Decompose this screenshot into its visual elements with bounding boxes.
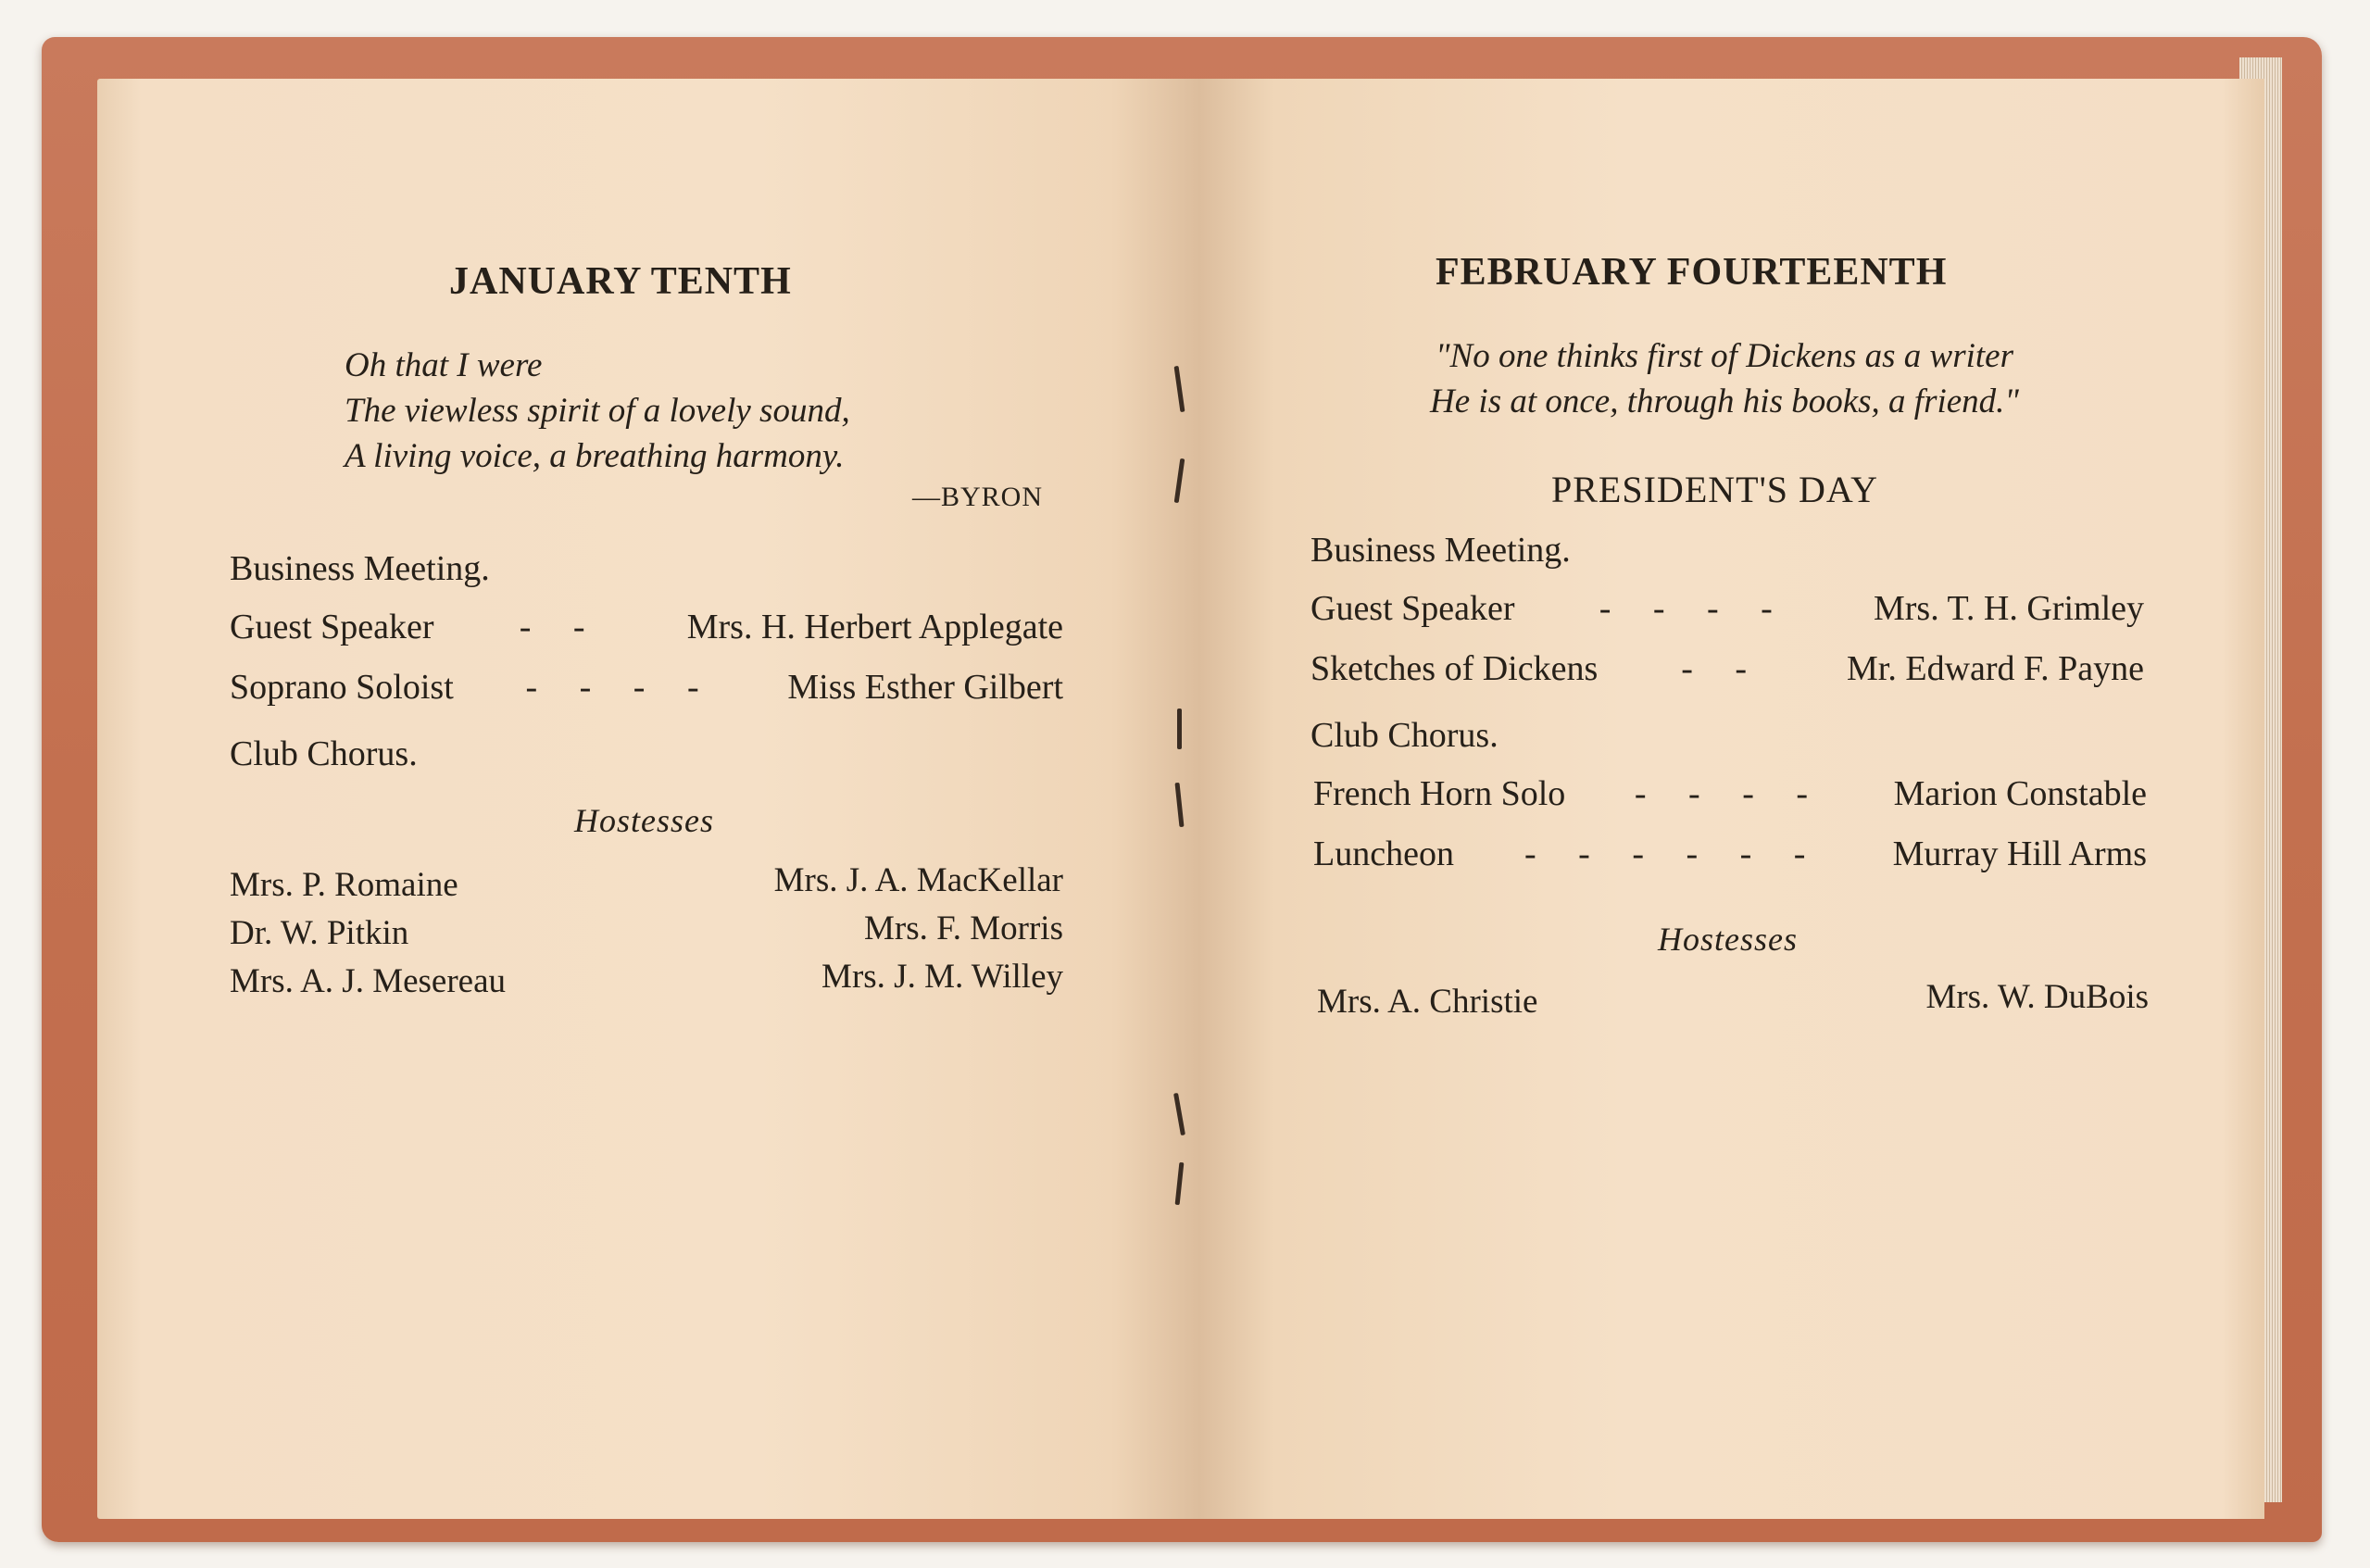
program-role: Sketches of Dickens [1310, 649, 1599, 688]
left-quote-line: Oh that I were [345, 346, 543, 384]
left-club-chorus: Club Chorus. [230, 734, 418, 773]
left-page-title: JANUARY TENTH [449, 260, 792, 303]
program-dashes: - - - - - - [1524, 834, 1823, 873]
right-program-row [1313, 773, 2147, 814]
program-name: Murray Hill Arms [1892, 834, 2147, 873]
right-quote [1345, 333, 2104, 424]
hostess-name: Mrs. A. J. Mesereau [230, 962, 507, 1000]
left-hostesses-title: Hostesses [574, 802, 714, 839]
program-name: Marion Constable [1893, 774, 2147, 813]
program-name: Mr. Edward F. Payne [1847, 649, 2144, 688]
right-program-row [1310, 648, 2144, 689]
left-quote-line: A living voice, a breathing harmony. [345, 437, 845, 475]
right-page-title: FEBRUARY FOURTEENTH [1436, 251, 1948, 294]
right-hostesses-left [1317, 982, 1537, 1022]
program-name: Mrs. T. H. Grimley [1873, 589, 2144, 628]
program-dashes: - - - - [525, 668, 716, 707]
right-business-meeting: Business Meeting. [1310, 531, 1571, 570]
program-dashes: - - - - [1634, 774, 1825, 813]
right-quote-line: "No one thinks first of Dickens as a writer [1436, 337, 2013, 375]
program-name: Miss Esther Gilbert [787, 668, 1063, 707]
left-hostesses-left [230, 861, 506, 1006]
left-program-row [230, 667, 1063, 708]
program-role: Guest Speaker [230, 608, 434, 646]
program-dashes: - - [1681, 649, 1764, 688]
program-role: Guest Speaker [1310, 589, 1515, 628]
right-hostesses-title: Hostesses [1658, 921, 1798, 958]
program-role: Soprano Soloist [230, 668, 454, 707]
program-role: French Horn Solo [1313, 774, 1566, 813]
program-dashes: - - [519, 608, 602, 646]
left-program-row [230, 607, 1063, 647]
hostess-name: Mrs. F. Morris [864, 909, 1063, 947]
hostess-name: Mrs. J. A. MacKellar [773, 861, 1063, 899]
left-quote [345, 343, 850, 479]
right-quote-line: He is at once, through his books, a friend." [1430, 383, 2019, 420]
hostess-name: Mrs. P. Romaine [230, 866, 458, 904]
right-club-chorus: Club Chorus. [1310, 716, 1498, 755]
right-program-row [1313, 834, 2147, 874]
hostess-name: Mrs. J. M. Willey [821, 958, 1063, 996]
left-business-meeting: Business Meeting. [230, 549, 490, 588]
hostess-name: Mrs. A. Christie [1317, 983, 1538, 1021]
right-program-row [1310, 588, 2144, 629]
left-hostesses-right [693, 857, 1063, 1001]
presidents-day-title: PRESIDENT'S DAY [1551, 469, 1879, 510]
left-quote-author: —BYRON [912, 482, 1044, 512]
program-dashes: - - - - [1599, 589, 1789, 628]
program-name: Mrs. H. Herbert Applegate [686, 608, 1063, 646]
left-quote-line: The viewless spirit of a lovely sound, [345, 392, 850, 430]
binding-stitch [1177, 709, 1182, 749]
hostess-name: Mrs. W. DuBois [1925, 978, 2149, 1016]
right-hostesses-right [1778, 977, 2149, 1017]
hostess-name: Dr. W. Pitkin [230, 914, 409, 952]
program-role: Luncheon [1313, 834, 1454, 873]
